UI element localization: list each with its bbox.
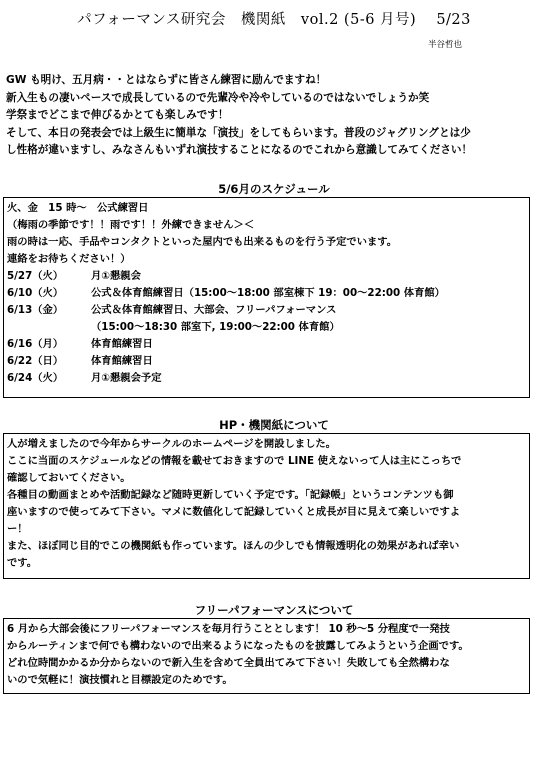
intro-line: 学祭までどこまで伸びるかとても楽しみです！ — [6, 109, 229, 122]
schedule-event: 体育館練習日 — [91, 355, 153, 367]
free-line: からルーティンまで何でも構わないので出来るようになったものを披露してみようという企画です。 — [7, 640, 469, 652]
schedule-date: 6/24（火） — [7, 372, 64, 384]
intro-line: 新入生もの凄いペースで成長しているので先輩冷や冷やしているのではないでしょうか笑 — [6, 91, 430, 104]
schedule-row — [7, 319, 526, 336]
schedule-date: 6/10（火） — [7, 287, 64, 299]
newsletter-title: パフォーマンス研究会 機関紙 vol.2 (5-6 月号) 5/23 — [77, 12, 471, 28]
free-line: いので気軽に！演技慣れと目標設定のためです。 — [7, 674, 233, 686]
schedule-line: 連絡をお待ちください！） — [7, 253, 131, 265]
intro-line: そして、本日の発表会では上級生に簡単な「演技」をしてもらいます。普段のジャグリングとは少 — [6, 126, 471, 139]
schedule-box — [3, 197, 530, 398]
hp-line: ここに当面のスケジュールなどの情報を載せておきますので LINE 使えないって人は主にこっちで — [7, 455, 462, 467]
hp-heading: HP・機関紙について — [219, 418, 329, 432]
hp-line: ー！ — [7, 523, 28, 535]
schedule-line: 雨の時は一応、手品やコンタクトといった屋内でも出来るものを行う予定でいます。 — [7, 236, 398, 248]
schedule-row — [7, 336, 526, 353]
schedule-event: （15:00～18:30 部室下, 19:00～22:00 体育館） — [91, 321, 340, 333]
schedule-event: 月①懇親会 — [91, 270, 141, 282]
schedule-date: 6/22（日） — [7, 355, 64, 367]
schedule-row — [7, 302, 526, 319]
schedule-row — [7, 370, 526, 387]
schedule-row — [7, 268, 526, 285]
free-performance-heading: フリーパフォーマンスについて — [194, 603, 354, 617]
schedule-date: 6/16（月） — [7, 338, 64, 350]
schedule-row — [7, 285, 526, 302]
intro-line: GW も明け、五月病・・とはならずに皆さん練習に励んでますね！ — [6, 74, 327, 86]
hp-box — [3, 433, 530, 579]
schedule-event: 公式＆体育館練習日、大部会、フリーパフォーマンス — [91, 304, 337, 316]
intro-line: し性格が違いますし、みなさんもいずれ演技することになるのでこれから意識してみてください！ — [6, 144, 473, 157]
hp-line: 人が増えましたので今年からサークルのホームページを開設しました。 — [7, 438, 336, 450]
free-line: どれ位時間かかるか分からないので新入生を含めて全員出てみて下さい！失敗しても全然構わな — [7, 657, 450, 669]
hp-line: また、ほぼ同じ目的でこの機関紙も作っています。ほんの少しでも情報透明化の効果があれば幸い — [7, 540, 460, 552]
schedule-line: （梅雨の季節です！！雨です！！外練できません＞＜ — [7, 219, 255, 231]
schedule-event: 月①懇親会予定 — [91, 372, 162, 384]
hp-line: 確認しておいてください。 — [7, 472, 131, 484]
hp-line: 各種目の動画まとめや活動記録など随時更新していく予定です。「記録帳」というコンテンツも御 — [7, 489, 454, 501]
hp-line: です。 — [7, 557, 38, 569]
schedule-line: 火、金 15 時～ 公式練習日 — [7, 202, 149, 214]
schedule-date: 5/27（火） — [7, 270, 64, 282]
schedule-row — [7, 353, 526, 370]
schedule-heading: 5/6月のスケジュール — [218, 182, 330, 196]
schedule-date — [7, 319, 91, 336]
schedule-date: 6/13（金） — [7, 304, 64, 316]
schedule-event: 体育館練習日 — [91, 338, 153, 350]
schedule-event: 公式＆体育館練習日（15:00～18:00 部室棟下 19：00～22:00 体育館） — [91, 287, 445, 299]
intro-paragraph — [6, 72, 542, 160]
free-performance-box — [3, 618, 530, 694]
free-line: 6 月から大部会後にフリーパフォーマンスを毎月行うこととします！ 10 秒～5 分程度で一発技 — [7, 623, 450, 635]
author-name: 半谷哲也 — [428, 40, 463, 50]
hp-line: 座いますので使ってみて下さい。マメに数値化して記録していくと成長が目に見えて楽しいですよ — [7, 506, 461, 518]
